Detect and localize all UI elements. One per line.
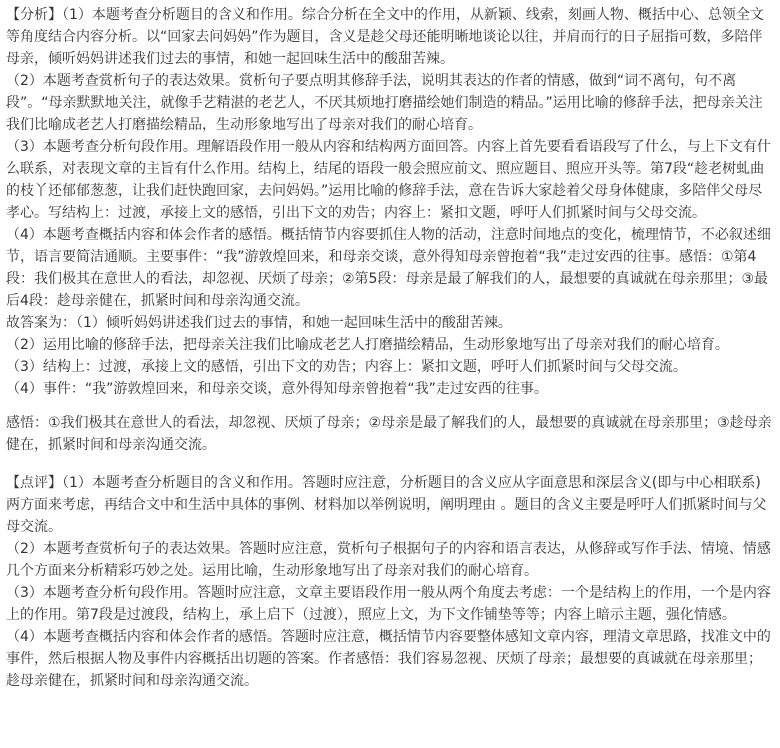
comment-section: [6, 472, 774, 692]
answer-section: [6, 312, 774, 400]
comment-paragraph-3: （3）本题考查分析句段作用。答题时应注意，文章主要语段作用一般从两个角度去考虑：一个是结构上的作用，一个是内容上的作用。第7段是过渡段，结构上，承上启下（过渡），照应上文，为下文作铺垫等等；内容上暗示主题，强化情感。: [6, 585, 771, 623]
answer-line-4: （4）事件：“我”游敦煌回来，和母亲交谈，意外得知母亲曾抱着“我”走过安西的往事。: [6, 381, 548, 397]
analysis-section: [6, 4, 774, 312]
answer-line-3: （3）结构上：过渡，承接上文的感悟，引出下文的劝告；内容上：紧扣文题，呼吁人们抓紧时间与父母交流。: [6, 359, 687, 375]
answer-line-2: （2）运用比喻的修辞手法，把母亲关注我们比喻成老艺人打磨描绘精品，生动形象地写出了母亲对我们的耐心培育。: [6, 337, 729, 353]
analysis-paragraph-2: （2）本题考查赏析句子的表达效果。赏析句子要点明其修辞手法，说明其表达的作者的情感，做到“词不离句，句不离段”。“母亲默默地关注，就像手艺精湛的老艺人，不厌其烦地打磨描绘她们制造的精品。”运用比喻的修辞手法，把母亲关注我们比喻成老艺人打磨描绘精品，生动形象地写出了母亲对我们的耐心培育。: [6, 73, 763, 133]
analysis-paragraph-4: （4）本题考查概括内容和体会作者的感悟。概括情节内容要抓住人物的活动，注意时间地点的变化，梳理情节，不必叙述细节，语言要简洁通顺。主要事件：“我”游敦煌回来，和母亲交谈，意外得知母亲曾抱着“我”走过安西的往事。感悟：①第4段：我们极其在意世人的看法，却忽视、厌烦了母亲；②第5段：母亲是最了解我们的人，最想要的真诚就在母亲那里；③最后4段：趁母亲健在，抓紧时间和母亲沟通交流。: [6, 227, 771, 309]
comment-paragraph-2: （2）本题考查赏析句子的表达效果。答题时应注意，赏析句子根据句子的内容和语言表达，从修辞或写作手法、情境、情感几个方面来分析精彩巧妙之处。运用比喻，生动形象地写出了母亲对我们的耐心培育。: [6, 541, 771, 579]
comment-paragraph-4: （4）本题考查概括内容和体会作者的感悟。答题时应注意，概括情节内容要整体感知文章内容，理清文章思路，找准文中的事件，然后根据人物及事件内容概括出切题的答案。作者感悟：我们容易忽视、厌烦了母亲；最想要的真诚就在母亲那里；趁母亲健在，抓紧时间和母亲沟通交流。: [6, 629, 771, 689]
analysis-paragraph-1: 【分析】（1）本题考查分析题目的含义和作用。综合分析在全文中的作用，从新颖、线索，刻画人物、概括中心、总领全文等角度结合内容分析。以“回家去问妈妈”作为题目，含义是趁父母还能明晰地谈论以往，并肩而行的日子屈指可数，多陪伴母亲，倾听妈妈讲述我们过去的事情，和她一起回味生活中的酸甜苦辣。: [6, 7, 764, 67]
spacer: [6, 400, 774, 412]
spacer: [6, 456, 774, 472]
analysis-paragraph-3: （3）本题考查分析句段作用。理解语段作用一般从内容和结构两方面回答。内容上首先要看看语段写了什么，与上下文有什么联系，对表现文章的主旨有什么作用。结构上，结尾的语段一般会照应前文、照应题目、照应开头等。第7段“趁老树虬曲的枝丫还郁郁葱葱，让我们赶快跑回家，去问妈妈。”运用比喻的修辞手法，意在告诉大家趁着父母身体健康，多陪伴父母尽孝心。写结构上：过渡，承接上文的感悟，引出下文的劝告；内容上：紧扣文题，呼吁人们抓紧时间与父母交流。: [6, 139, 771, 221]
comment-paragraph-1: 【点评】（1）本题考查分析题目的含义和作用。答题时应注意，分析题目的含义应从字面意思和深层含义(即与中心相联系)两方面来考虑，再结合文中和生活中具体的事例、材料加以举例说明，阐明理由 。题目的含义主要是呼吁人们抓紧时间与父母交流。: [6, 475, 767, 535]
insight-paragraph: 感悟：①我们极其在意世人的看法，却忽视、厌烦了母亲；②母亲是最了解我们的人，最想要的真诚就在母亲那里；③趁母亲健在，抓紧时间和母亲沟通交流。: [6, 415, 772, 453]
answer-line-1: 故答案为：（1）倾听妈妈讲述我们过去的事情，和她一起回味生活中的酸甜苦辣。: [6, 315, 512, 331]
